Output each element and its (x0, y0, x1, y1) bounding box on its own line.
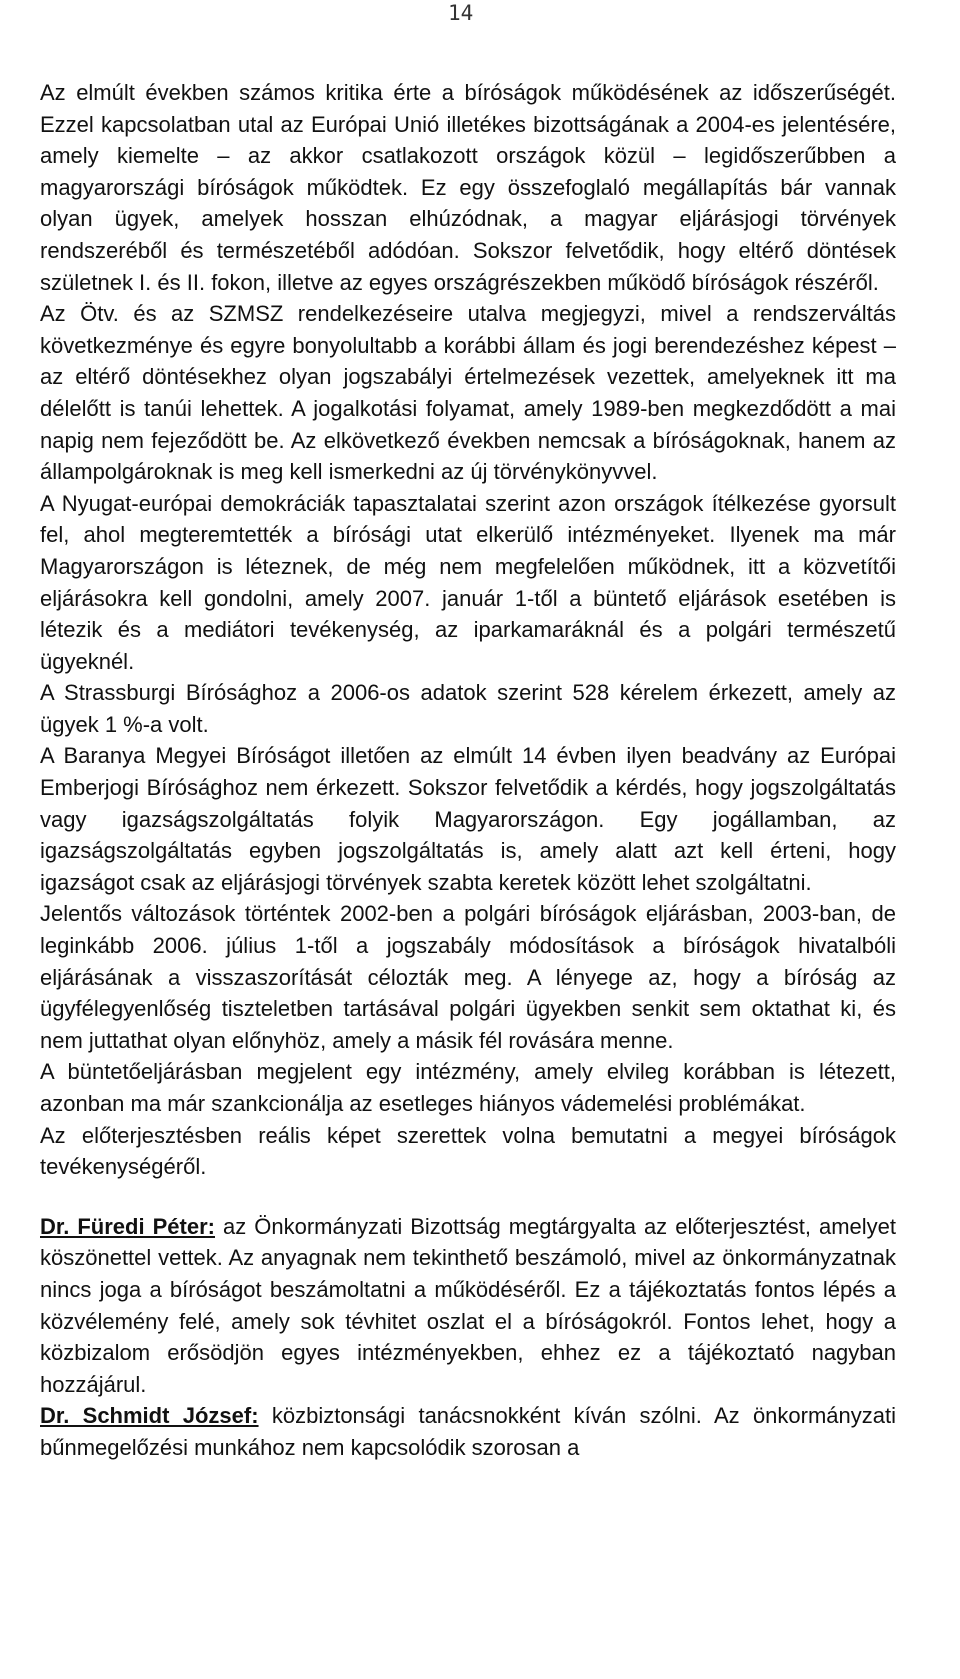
speaker-name: Dr. Schmidt József: (40, 1403, 259, 1429)
paragraph: A Baranya Megyei Bíróságot illetően az elmúlt 14 évben ilyen beadvány az Európai Emberjogi Bírósághoz nem érkezett. Sokszor felvetődik a kérdés, hogy jogszolgáltatás vagy igazságszolgáltatás folyik Magyarországon. Egy jogállamban, az igazságszolgáltatás egyben jogszolgáltatás is, amely alatt azt kell érteni, hogy igazságot csak az eljárásjogi törvények szabta keretek között lehet szolgáltatni. (40, 743, 896, 895)
speaker-paragraph (40, 1211, 896, 1401)
paragraph: A büntetőeljárásban megjelent egy intézmény, amely elvileg korábban is létezett, azonban ma már szankcionálja az esetleges hiányos vádemelési problémákat. (40, 1059, 896, 1116)
document-body (40, 77, 896, 1464)
paragraph: Jelentős változások történtek 2002-ben a polgári bíróságok eljárásban, 2003-ban, de leginkább 2006. július 1-től a jogszabály módosítások a bíróságok hivatalbóli eljárásának a visszaszorítását célozták meg. A lényege az, hogy a bíróság az ügyfélegyenlőség tiszteletben tartásával polgári ügyekben senkit sem oktathat ki, és nem juttathat olyan előnyhöz, amely a másik fél rovására menne. (40, 901, 896, 1053)
speaker-name: Dr. Füredi Péter: (40, 1213, 215, 1239)
paragraph: Az előterjesztésben reális képet szerettek volna bemutatni a megyei bíróságok tevékenységéről. (40, 1122, 896, 1180)
paragraph: Az Ötv. és az SZMSZ rendelkezéseire utalva megjegyzi, mivel a rendszerváltás következménye és egyre bonyolultabb a korábbi állam és jogi berendezéshez képest – az eltérő döntésekhez olyan jogszabályi értelmezések vezettek, amelyeknek itt ma délelőtt is tanúi lehettek. A jogalkotási folyamat, amely 1989-ben megkezdődött a mai napig nem fejeződött be. Az elkövetkező években nemcsak a bíróságoknak, hanem az állampolgároknak is meg kell ismerkedni az új törvénykönyvvel. (40, 301, 896, 485)
paragraph: A Strassburgi Bírósághoz a 2006-os adatok szerint 528 kérelem érkezett, amely az ügyek 1 %-a volt. (40, 680, 896, 737)
paragraph-gap (40, 1183, 896, 1211)
paragraph: A Nyugat-európai demokráciák tapasztalatai szerint azon országok ítélkezése gyorsult fel, ahol megteremtették a bírósági utat elkerülő intézményeket. Ilyenek ma már Magyarországon is léteznek, de még nem megfelelően működnek, itt a közvetítői eljárásokra kell gondolni, amely 2007. január 1-től a büntető eljárások esetében is létezik és a mediátori tevékenység, az iparkamaráknál és a polgári természetű ügyeknél. (40, 490, 896, 674)
paragraph: Az elmúlt években számos kritika érte a bíróságok működésének az időszerűségét. Ezzel kapcsolatban utal az Európai Unió illetékes bizottságának a 2004-es jelentésére, amely kiemelte – az akkor csatlakozott országok közül – legidőszerűbben a magyarországi bíróságok működtek. Ez egy összefoglaló megállapítás bár vannak olyan ügyek, amelyek hosszan elhúzódnak, a magyar eljárásjogi törvények rendszeréből és természetéből adódóan. Sokszor felvetődik, hogy eltérő döntések születnek I. és II. fokon, illetve az egyes országrészekben működő bíróságok részéről. (40, 80, 896, 295)
page-number: 14 (448, 1, 474, 25)
speaker-text: közbiztonsági tanácsnokként kíván szólni. Az önkormányzati bűnmegelőzési munkához nem kapcsolódik szorosan a (40, 1403, 897, 1460)
speaker-paragraph (40, 1400, 896, 1463)
speaker-text: az Önkormányzati Bizottság megtárgyalta az előterjesztést, amelyet köszönettel vettek. Az anyagnak nem tekinthető beszámoló, mivel az önkormányzatnak nincs joga a bíróságot beszámoltatni a működéséről. Ez a tájékoztatás fontos lépés a közvélemény felé, amely sok tévhitet oszlat el a bíróságokról. Fontos lehet, hogy a közbizalom erősödjön egyes intézményekben, ehhez ez a tájékoztató nagyban hozzájárul. (40, 1213, 896, 1397)
